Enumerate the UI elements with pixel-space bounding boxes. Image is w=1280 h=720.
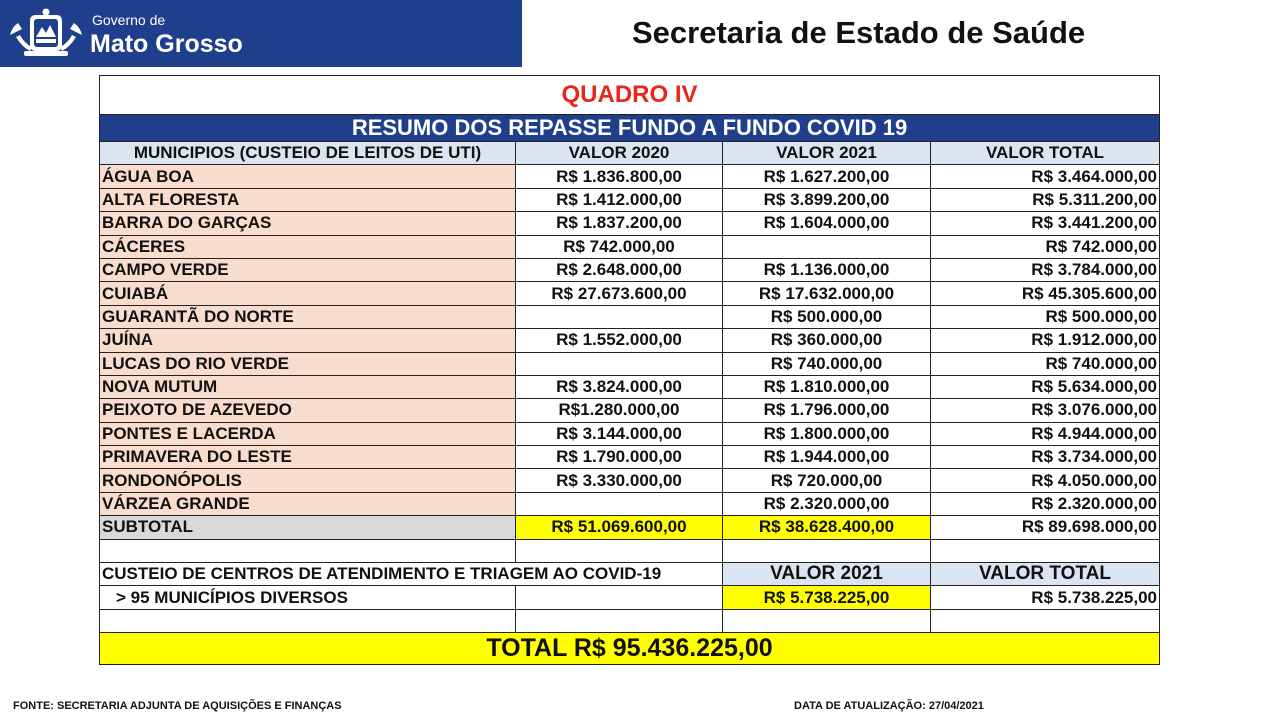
valor-total-cell: R$ 5.311.200,00 [931,188,1160,211]
empty-cell [516,586,723,609]
valor-total-cell: R$ 3.076.000,00 [931,399,1160,422]
valor-2020-cell: R$ 3.330.000,00 [516,469,723,492]
valor-2020-cell [516,352,723,375]
valor-total-cell: R$ 742.000,00 [931,235,1160,258]
table-row [100,446,1160,469]
municipio-name: BARRA DO GARÇAS [100,212,516,235]
municipio-name: JUÍNA [100,329,516,352]
table-row [100,422,1160,445]
valor-2020-cell: R$ 1.552.000,00 [516,329,723,352]
footer-updated: DATA DE ATUALIZAÇÃO: 27/04/2021 [794,700,984,712]
valor-total-cell: R$ 4.050.000,00 [931,469,1160,492]
valor-total-cell: R$ 3.734.000,00 [931,446,1160,469]
column-header-municipios: MUNICIPIOS (CUSTEIO DE LEITOS DE UTI) [100,142,516,165]
state-name: Mato Grosso [90,30,243,58]
valor-2021-cell: R$ 500.000,00 [723,305,931,328]
valor-total-cell: R$ 2.320.000,00 [931,492,1160,515]
valor-2020-cell: R$ 2.648.000,00 [516,258,723,281]
municipio-name: RONDONÓPOLIS [100,469,516,492]
resumo-row [100,115,1160,142]
valor-2020-cell: R$1.280.000,00 [516,399,723,422]
municipio-name: PEIXOTO DE AZEVEDO [100,399,516,422]
table-row [100,469,1160,492]
column-header-valor-2021: VALOR 2021 [723,142,931,165]
quadro-title: QUADRO IV [100,76,1160,115]
footer-source: FONTE: SECRETARIA ADJUNTA DE AQUISIÇÕES E FINANÇAS [13,700,342,712]
empty-cell [100,609,516,632]
grand-total: TOTAL R$ 95.436.225,00 [100,633,1160,665]
resumo-title: RESUMO DOS REPASSE FUNDO A FUNDO COVID 19 [100,115,1160,142]
column-header-valor-total: VALOR TOTAL [931,142,1160,165]
table-row [100,492,1160,515]
subtotal-2020: R$ 51.069.600,00 [516,516,723,539]
empty-cell [723,539,931,562]
valor-2021-cell: R$ 1.800.000,00 [723,422,931,445]
table-row [100,305,1160,328]
column-header-row [100,142,1160,165]
municipio-name: LUCAS DO RIO VERDE [100,352,516,375]
valor-2021-cell: R$ 1.136.000,00 [723,258,931,281]
valor-2021-cell: R$ 17.632.000,00 [723,282,931,305]
empty-cell [931,539,1160,562]
valor-2020-cell: R$ 1.836.800,00 [516,165,723,188]
municipio-name: ÁGUA BOA [100,165,516,188]
repasse-table [99,75,1160,665]
municipio-name: GUARANTÃ DO NORTE [100,305,516,328]
municipio-name: VÁRZEA GRANDE [100,492,516,515]
valor-2020-cell [516,492,723,515]
valor-2021-cell: R$ 3.899.200,00 [723,188,931,211]
subtotal-2021: R$ 38.628.400,00 [723,516,931,539]
empty-cell [516,609,723,632]
section2-header-valor-2021: VALOR 2021 [723,563,931,586]
government-banner [0,0,522,67]
table-row [100,188,1160,211]
valor-total-cell: R$ 3.441.200,00 [931,212,1160,235]
valor-2021-cell: R$ 360.000,00 [723,329,931,352]
municipio-name: PONTES E LACERDA [100,422,516,445]
valor-2020-cell [516,305,723,328]
valor-2020-cell: R$ 742.000,00 [516,235,723,258]
page-title: Secretaria de Estado de Saúde [632,15,1086,50]
valor-total-cell: R$ 3.784.000,00 [931,258,1160,281]
valor-2021-cell: R$ 1.604.000,00 [723,212,931,235]
table-row [100,235,1160,258]
valor-2020-cell: R$ 3.824.000,00 [516,375,723,398]
valor-2020-cell: R$ 1.412.000,00 [516,188,723,211]
table-row [100,165,1160,188]
municipio-name: NOVA MUTUM [100,375,516,398]
valor-2021-cell: R$ 1.796.000,00 [723,399,931,422]
valor-total-cell: R$ 1.912.000,00 [931,329,1160,352]
valor-total-cell: R$ 500.000,00 [931,305,1160,328]
municipio-name: PRIMAVERA DO LESTE [100,446,516,469]
valor-2020-cell: R$ 3.144.000,00 [516,422,723,445]
section2-row [100,586,1160,609]
valor-2021-cell: R$ 1.810.000,00 [723,375,931,398]
valor-total-cell: R$ 3.464.000,00 [931,165,1160,188]
municipio-name: CUIABÁ [100,282,516,305]
quadro-row [100,76,1160,115]
section2-valor-total: R$ 5.738.225,00 [931,586,1160,609]
subtotal-total: R$ 89.698.000,00 [931,516,1160,539]
section2-header-row [100,563,1160,586]
column-header-valor-2020: VALOR 2020 [516,142,723,165]
valor-2020-cell: R$ 1.837.200,00 [516,212,723,235]
table-row [100,375,1160,398]
valor-2020-cell: R$ 27.673.600,00 [516,282,723,305]
grand-total-row [100,633,1160,665]
municipio-name: CÁCERES [100,235,516,258]
table-row [100,258,1160,281]
table-row [100,329,1160,352]
spacer-row [100,609,1160,632]
valor-total-cell: R$ 4.944.000,00 [931,422,1160,445]
empty-cell [723,609,931,632]
section2-municipios: > 95 MUNICÍPIOS DIVERSOS [100,586,516,609]
valor-2021-cell: R$ 720.000,00 [723,469,931,492]
coat-of-arms-icon [8,7,84,59]
valor-2021-cell: R$ 1.944.000,00 [723,446,931,469]
valor-2021-cell: R$ 2.320.000,00 [723,492,931,515]
municipio-name: CAMPO VERDE [100,258,516,281]
municipio-name: ALTA FLORESTA [100,188,516,211]
valor-total-cell: R$ 740.000,00 [931,352,1160,375]
government-label: Governo de [92,12,166,28]
empty-cell [931,609,1160,632]
subtotal-row [100,516,1160,539]
table-row [100,282,1160,305]
section2-header-valor-total: VALOR TOTAL [931,563,1160,586]
table-row [100,399,1160,422]
section2-valor-2021: R$ 5.738.225,00 [723,586,931,609]
valor-2021-cell: R$ 740.000,00 [723,352,931,375]
section2-label: CUSTEIO DE CENTROS DE ATENDIMENTO E TRIAGEM AO COVID-19 [100,563,723,586]
subtotal-label: SUBTOTAL [100,516,516,539]
table-row [100,352,1160,375]
valor-2021-cell [723,235,931,258]
valor-total-cell: R$ 5.634.000,00 [931,375,1160,398]
valor-2021-cell: R$ 1.627.200,00 [723,165,931,188]
spacer-row [100,539,1160,562]
table-row [100,212,1160,235]
empty-cell [516,539,723,562]
empty-cell [100,539,516,562]
valor-2020-cell: R$ 1.790.000,00 [516,446,723,469]
valor-total-cell: R$ 45.305.600,00 [931,282,1160,305]
